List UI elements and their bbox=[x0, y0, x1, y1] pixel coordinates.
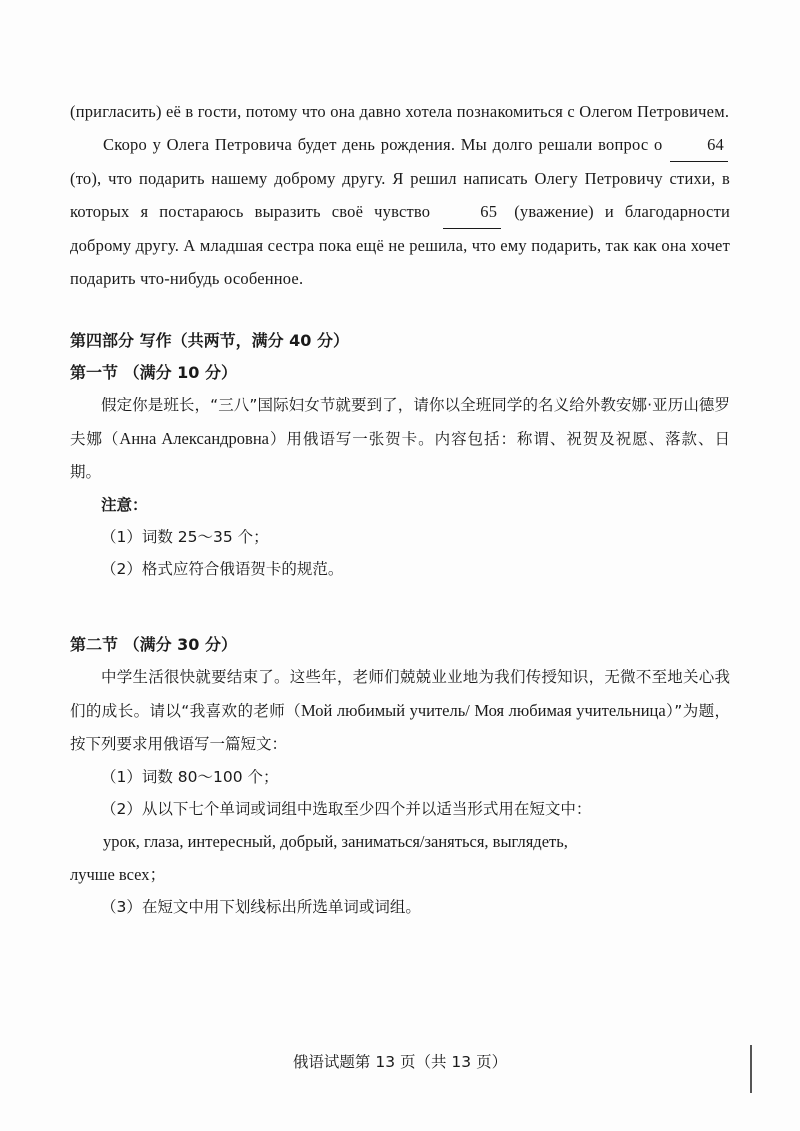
section-1-body-russian-name: Анна Александровна bbox=[119, 429, 269, 448]
section-2-heading: 第二节 （满分 30 分） bbox=[70, 635, 237, 654]
section-2-title-russian: Мой любимый учитель/ Моя любимая учительница bbox=[301, 701, 666, 720]
section-1-body-a: 假定你是班长，“三八”国际妇女节就要到了，请你以全班同学的名义给外教安娜·亚历山德罗夫娜（ bbox=[70, 396, 730, 448]
section-2-requirement-1: （1）词数 80～100 个； bbox=[101, 768, 279, 786]
section-1-body-b: ）用俄语写一张贺卡。内容包括：称谓、祝贺及祝愿、落款、日期。 bbox=[70, 430, 730, 481]
document-body bbox=[70, 95, 730, 923]
section-2-requirement-3: （3）在短文中用下划线标出所选单词或词组。 bbox=[101, 898, 421, 916]
section-2-body-b: ）”为题，按下列要求用俄语写一篇短文： bbox=[70, 702, 731, 753]
section-2-requirement-2: （2）从以下七个单词或词组中选取至少四个并以适当形式用在短文中： bbox=[101, 800, 592, 818]
word-bank-line-1: урок, глаза, интересный, добрый, заниматься/заняться, выглядеть, bbox=[103, 832, 568, 851]
paragraph-text-c: (уважение) и благодарности доброму другу. А младшая сестра пока ещё не решила, что ему подарить, так как она хочет подарить что-нибудь особенное. bbox=[70, 202, 731, 288]
section-1-body bbox=[70, 389, 730, 489]
spacer bbox=[70, 295, 730, 325]
word-bank-line-2: лучше всех； bbox=[70, 865, 167, 884]
page-edge-mark bbox=[750, 1045, 752, 1093]
paragraph-fill-in-blanks bbox=[70, 128, 730, 295]
section-1-note-1: （1）词数 25～35 个； bbox=[101, 528, 269, 546]
part-4-heading: 第四部分 写作（共两节，满分 40 分） bbox=[70, 331, 349, 350]
blank-64[interactable]: 64 bbox=[670, 128, 728, 162]
blank-65[interactable]: 65 bbox=[443, 195, 501, 229]
section-2-body bbox=[70, 661, 730, 761]
paragraph-continuation: (пригласить) её в гости, потому что она давно хотела познакомиться с Олегом Петровичем. bbox=[70, 102, 730, 121]
paragraph-text-b: (то), что подарить нашему доброму другу. Я решил написать Олегу Петровичу стихи, в которых я постараюсь выразить своё чувство bbox=[70, 169, 730, 221]
section-1-heading: 第一节 （满分 10 分） bbox=[70, 363, 237, 382]
section-2-body-a: 中学生活很快就要结束了。这些年，老师们兢兢业业地为我们传授知识，无微不至地关心我们的成长。请以“我喜欢的老师（ bbox=[70, 668, 730, 720]
spacer-2 bbox=[70, 585, 730, 629]
section-1-note-2: （2）格式应符合俄语贺卡的规范。 bbox=[101, 560, 344, 578]
page-footer: 俄语试题第 13 页（共 13 页） bbox=[292, 1053, 508, 1071]
notice-label: 注意： bbox=[101, 496, 148, 514]
paragraph-text-a: Скоро у Олега Петровича будет день рождения. Мы долго решали вопрос о bbox=[103, 135, 663, 154]
